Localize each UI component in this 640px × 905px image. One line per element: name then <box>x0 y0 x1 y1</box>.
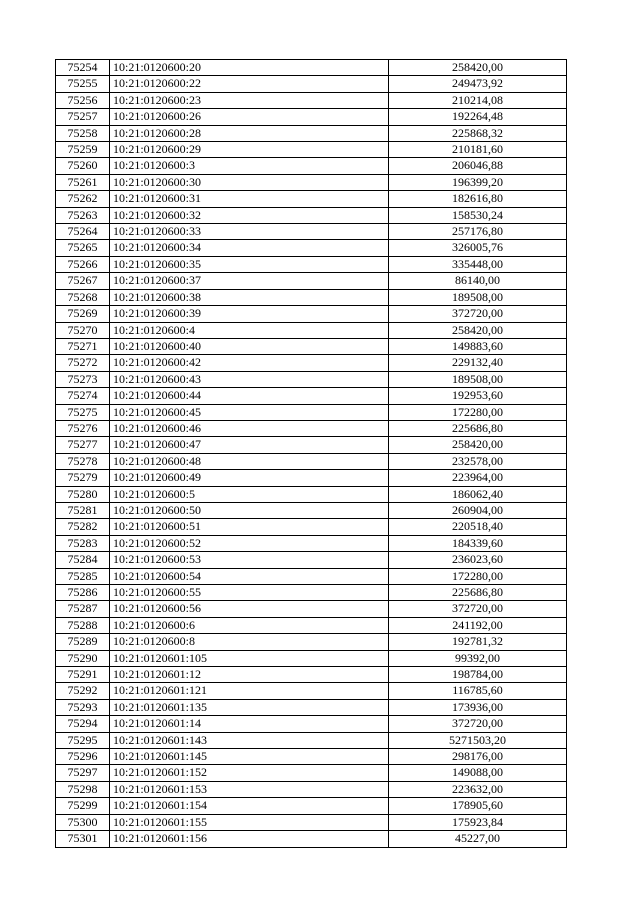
cadastral-code-cell: 10:21:0120600:39 <box>110 306 389 322</box>
cadastral-code-cell: 10:21:0120600:28 <box>110 125 389 141</box>
cadastral-code-cell: 10:21:0120601:14 <box>110 716 389 732</box>
amount-cell: 149088,00 <box>389 765 567 781</box>
table-row <box>56 585 567 601</box>
amount-cell: 149883,60 <box>389 338 567 354</box>
amount-cell: 260904,00 <box>389 502 567 518</box>
row-number-cell: 75299 <box>56 798 110 814</box>
row-number-cell: 75286 <box>56 585 110 601</box>
table-row <box>56 716 567 732</box>
table-row <box>56 371 567 387</box>
row-number-cell: 75290 <box>56 650 110 666</box>
table-row <box>56 453 567 469</box>
amount-cell: 173936,00 <box>389 699 567 715</box>
row-number-cell: 75258 <box>56 125 110 141</box>
row-number-cell: 75284 <box>56 552 110 568</box>
cadastral-code-cell: 10:21:0120600:54 <box>110 568 389 584</box>
amount-cell: 241192,00 <box>389 617 567 633</box>
table-row <box>56 289 567 305</box>
table-row <box>56 404 567 420</box>
row-number-cell: 75274 <box>56 388 110 404</box>
cadastral-code-cell: 10:21:0120600:42 <box>110 355 389 371</box>
amount-cell: 326005,76 <box>389 240 567 256</box>
table-row <box>56 831 567 847</box>
amount-cell: 225868,32 <box>389 125 567 141</box>
amount-cell: 257176,80 <box>389 224 567 240</box>
cadastral-code-cell: 10:21:0120601:12 <box>110 667 389 683</box>
row-number-cell: 75256 <box>56 92 110 108</box>
amount-cell: 5271503,20 <box>389 732 567 748</box>
amount-cell: 229132,40 <box>389 355 567 371</box>
cadastral-code-cell: 10:21:0120600:43 <box>110 371 389 387</box>
amount-cell: 172280,00 <box>389 404 567 420</box>
table-row <box>56 749 567 765</box>
row-number-cell: 75289 <box>56 634 110 650</box>
row-number-cell: 75295 <box>56 732 110 748</box>
table-body <box>56 60 567 848</box>
cadastral-code-cell: 10:21:0120600:49 <box>110 470 389 486</box>
table-row <box>56 781 567 797</box>
table-row <box>56 798 567 814</box>
row-number-cell: 75254 <box>56 60 110 76</box>
cadastral-code-cell: 10:21:0120601:135 <box>110 699 389 715</box>
row-number-cell: 75301 <box>56 831 110 847</box>
table-row <box>56 224 567 240</box>
cadastral-code-cell: 10:21:0120600:50 <box>110 502 389 518</box>
cadastral-code-cell: 10:21:0120600:32 <box>110 207 389 223</box>
row-number-cell: 75261 <box>56 174 110 190</box>
row-number-cell: 75273 <box>56 371 110 387</box>
amount-cell: 189508,00 <box>389 289 567 305</box>
table-row <box>56 92 567 108</box>
row-number-cell: 75260 <box>56 158 110 174</box>
table-row <box>56 502 567 518</box>
table-row <box>56 634 567 650</box>
table-row <box>56 355 567 371</box>
table-row <box>56 76 567 92</box>
table-row <box>56 322 567 338</box>
row-number-cell: 75259 <box>56 142 110 158</box>
amount-cell: 258420,00 <box>389 322 567 338</box>
table-row <box>56 650 567 666</box>
amount-cell: 189508,00 <box>389 371 567 387</box>
cadastral-code-cell: 10:21:0120601:145 <box>110 749 389 765</box>
row-number-cell: 75269 <box>56 306 110 322</box>
cadastral-code-cell: 10:21:0120600:31 <box>110 191 389 207</box>
amount-cell: 225686,80 <box>389 585 567 601</box>
amount-cell: 249473,92 <box>389 76 567 92</box>
table-row <box>56 306 567 322</box>
row-number-cell: 75283 <box>56 535 110 551</box>
cadastral-code-cell: 10:21:0120600:45 <box>110 404 389 420</box>
row-number-cell: 75287 <box>56 601 110 617</box>
amount-cell: 192264,48 <box>389 109 567 125</box>
table-row <box>56 470 567 486</box>
amount-cell: 198784,00 <box>389 667 567 683</box>
row-number-cell: 75267 <box>56 273 110 289</box>
amount-cell: 99392,00 <box>389 650 567 666</box>
row-number-cell: 75282 <box>56 519 110 535</box>
amount-cell: 335448,00 <box>389 256 567 272</box>
amount-cell: 86140,00 <box>389 273 567 289</box>
amount-cell: 210181,60 <box>389 142 567 158</box>
row-number-cell: 75278 <box>56 453 110 469</box>
cadastral-code-cell: 10:21:0120601:143 <box>110 732 389 748</box>
amount-cell: 236023,60 <box>389 552 567 568</box>
amount-cell: 258420,00 <box>389 437 567 453</box>
table-row <box>56 191 567 207</box>
row-number-cell: 75272 <box>56 355 110 371</box>
amount-cell: 192953,60 <box>389 388 567 404</box>
row-number-cell: 75257 <box>56 109 110 125</box>
amount-cell: 192781,32 <box>389 634 567 650</box>
cadastral-code-cell: 10:21:0120601:156 <box>110 831 389 847</box>
cadastral-code-cell: 10:21:0120600:56 <box>110 601 389 617</box>
row-number-cell: 75294 <box>56 716 110 732</box>
amount-cell: 220518,40 <box>389 519 567 535</box>
amount-cell: 372720,00 <box>389 601 567 617</box>
table-row <box>56 174 567 190</box>
table-row <box>56 273 567 289</box>
table-row <box>56 552 567 568</box>
table-row <box>56 601 567 617</box>
row-number-cell: 75285 <box>56 568 110 584</box>
table-row <box>56 486 567 502</box>
table-row <box>56 60 567 76</box>
row-number-cell: 75276 <box>56 420 110 436</box>
amount-cell: 258420,00 <box>389 60 567 76</box>
table-row <box>56 142 567 158</box>
row-number-cell: 75277 <box>56 437 110 453</box>
cadastral-code-cell: 10:21:0120600:8 <box>110 634 389 650</box>
cadastral-code-cell: 10:21:0120600:51 <box>110 519 389 535</box>
row-number-cell: 75297 <box>56 765 110 781</box>
cadastral-code-cell: 10:21:0120600:23 <box>110 92 389 108</box>
cadastral-code-cell: 10:21:0120600:3 <box>110 158 389 174</box>
amount-cell: 225686,80 <box>389 420 567 436</box>
cadastral-code-cell: 10:21:0120600:33 <box>110 224 389 240</box>
cadastral-code-cell: 10:21:0120600:37 <box>110 273 389 289</box>
amount-cell: 210214,08 <box>389 92 567 108</box>
amount-cell: 182616,80 <box>389 191 567 207</box>
row-number-cell: 75270 <box>56 322 110 338</box>
cadastral-code-cell: 10:21:0120600:30 <box>110 174 389 190</box>
table-row <box>56 667 567 683</box>
row-number-cell: 75263 <box>56 207 110 223</box>
cadastral-code-cell: 10:21:0120601:121 <box>110 683 389 699</box>
row-number-cell: 75265 <box>56 240 110 256</box>
row-number-cell: 75255 <box>56 76 110 92</box>
amount-cell: 178905,60 <box>389 798 567 814</box>
row-number-cell: 75293 <box>56 699 110 715</box>
cadastral-code-cell: 10:21:0120600:46 <box>110 420 389 436</box>
row-number-cell: 75281 <box>56 502 110 518</box>
amount-cell: 45227,00 <box>389 831 567 847</box>
cadastral-code-cell: 10:21:0120600:38 <box>110 289 389 305</box>
amount-cell: 158530,24 <box>389 207 567 223</box>
cadastral-code-cell: 10:21:0120601:153 <box>110 781 389 797</box>
cadastral-code-cell: 10:21:0120600:6 <box>110 617 389 633</box>
cadastral-code-cell: 10:21:0120600:47 <box>110 437 389 453</box>
cadastral-code-cell: 10:21:0120600:5 <box>110 486 389 502</box>
table-row <box>56 437 567 453</box>
table-row <box>56 568 567 584</box>
table-row <box>56 683 567 699</box>
table-row <box>56 535 567 551</box>
amount-cell: 232578,00 <box>389 453 567 469</box>
cadastral-code-cell: 10:21:0120600:35 <box>110 256 389 272</box>
table-row <box>56 388 567 404</box>
row-number-cell: 75262 <box>56 191 110 207</box>
cadastral-code-cell: 10:21:0120600:40 <box>110 338 389 354</box>
table-row <box>56 617 567 633</box>
table-row <box>56 420 567 436</box>
cadastral-code-cell: 10:21:0120600:26 <box>110 109 389 125</box>
amount-cell: 196399,20 <box>389 174 567 190</box>
table-row <box>56 814 567 830</box>
table-row <box>56 699 567 715</box>
row-number-cell: 75271 <box>56 338 110 354</box>
amount-cell: 372720,00 <box>389 306 567 322</box>
cadastral-code-cell: 10:21:0120601:155 <box>110 814 389 830</box>
amount-cell: 186062,40 <box>389 486 567 502</box>
amount-cell: 184339,60 <box>389 535 567 551</box>
table-row <box>56 240 567 256</box>
cadastral-code-cell: 10:21:0120601:154 <box>110 798 389 814</box>
cadastral-code-cell: 10:21:0120600:4 <box>110 322 389 338</box>
row-number-cell: 75300 <box>56 814 110 830</box>
table-row <box>56 109 567 125</box>
cadastral-code-cell: 10:21:0120601:152 <box>110 765 389 781</box>
cadastral-code-cell: 10:21:0120600:44 <box>110 388 389 404</box>
amount-cell: 116785,60 <box>389 683 567 699</box>
data-table <box>55 59 567 848</box>
amount-cell: 175923,84 <box>389 814 567 830</box>
cadastral-code-cell: 10:21:0120600:53 <box>110 552 389 568</box>
amount-cell: 223964,00 <box>389 470 567 486</box>
row-number-cell: 75264 <box>56 224 110 240</box>
table-row <box>56 207 567 223</box>
table-row <box>56 125 567 141</box>
amount-cell: 206046,88 <box>389 158 567 174</box>
table-row <box>56 338 567 354</box>
cadastral-code-cell: 10:21:0120601:105 <box>110 650 389 666</box>
row-number-cell: 75298 <box>56 781 110 797</box>
cadastral-code-cell: 10:21:0120600:34 <box>110 240 389 256</box>
row-number-cell: 75292 <box>56 683 110 699</box>
amount-cell: 372720,00 <box>389 716 567 732</box>
cadastral-code-cell: 10:21:0120600:52 <box>110 535 389 551</box>
table-row <box>56 765 567 781</box>
cadastral-code-cell: 10:21:0120600:55 <box>110 585 389 601</box>
row-number-cell: 75296 <box>56 749 110 765</box>
row-number-cell: 75268 <box>56 289 110 305</box>
table-row <box>56 519 567 535</box>
row-number-cell: 75280 <box>56 486 110 502</box>
table-row <box>56 732 567 748</box>
row-number-cell: 75291 <box>56 667 110 683</box>
row-number-cell: 75279 <box>56 470 110 486</box>
amount-cell: 172280,00 <box>389 568 567 584</box>
row-number-cell: 75266 <box>56 256 110 272</box>
table-row <box>56 158 567 174</box>
row-number-cell: 75275 <box>56 404 110 420</box>
table-row <box>56 256 567 272</box>
cadastral-code-cell: 10:21:0120600:29 <box>110 142 389 158</box>
row-number-cell: 75288 <box>56 617 110 633</box>
amount-cell: 298176,00 <box>389 749 567 765</box>
cadastral-code-cell: 10:21:0120600:22 <box>110 76 389 92</box>
cadastral-code-cell: 10:21:0120600:48 <box>110 453 389 469</box>
cadastral-code-cell: 10:21:0120600:20 <box>110 60 389 76</box>
amount-cell: 223632,00 <box>389 781 567 797</box>
